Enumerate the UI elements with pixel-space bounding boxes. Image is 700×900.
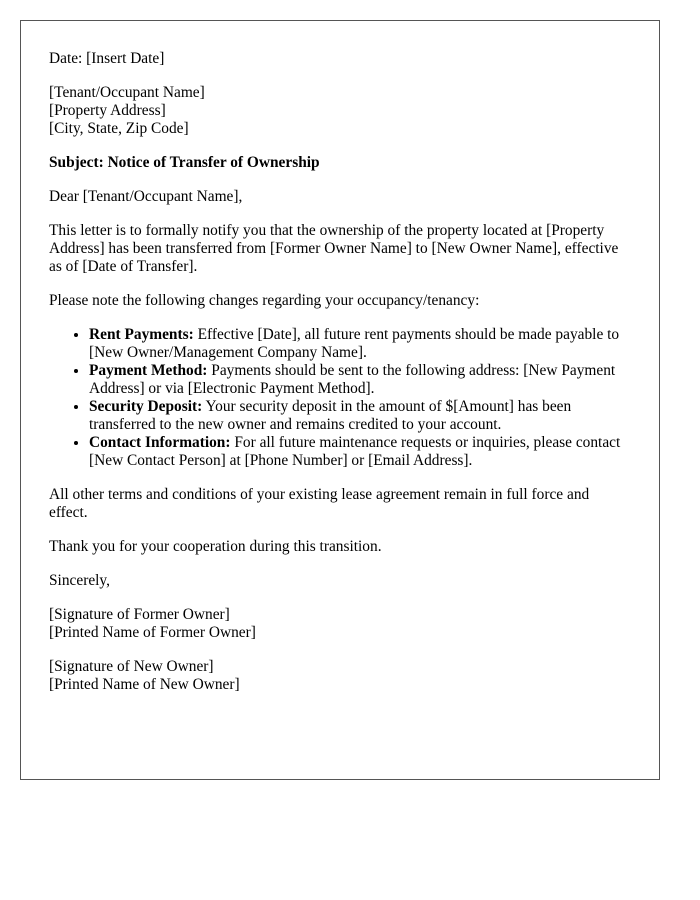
- change-term: Payment Method:: [89, 362, 208, 379]
- change-text: Effective [Date], all future rent payments should be made payable to [New Owner/Management Company Name].: [89, 326, 620, 361]
- recipient-name: [Tenant/Occupant Name]: [49, 84, 205, 101]
- closing: Sincerely,: [49, 572, 110, 589]
- new-owner-signature: [Signature of New Owner]: [49, 658, 214, 675]
- terms-note-paragraph: All other terms and conditions of your existing lease agreement remain in full force and effect.: [49, 486, 590, 521]
- intro-paragraph: This letter is to formally notify you that the ownership of the property located at [Property Address] has been transferred from [Former Owner Name] to [New Owner Name], effective as of [Date of Transfer].: [49, 222, 619, 275]
- list-item: [89, 398, 631, 434]
- recipient-block: [49, 84, 631, 138]
- former-owner-signature: [Signature of Former Owner]: [49, 606, 230, 623]
- former-owner-printed-name: [Printed Name of Former Owner]: [49, 624, 256, 641]
- change-term: Contact Information:: [89, 434, 231, 451]
- new-owner-printed-name: [Printed Name of New Owner]: [49, 676, 240, 693]
- change-text: Payments should be sent to the following address: [New Payment Address] or via [Electronic Payment Method].: [89, 362, 616, 397]
- letter-page: [20, 20, 660, 780]
- list-item: [89, 326, 631, 362]
- former-owner-signature-block: [49, 606, 631, 642]
- changes-intro: Please note the following changes regarding your occupancy/tenancy:: [49, 292, 480, 309]
- date-line: Date: [Insert Date]: [49, 50, 165, 67]
- change-term: Rent Payments:: [89, 326, 194, 343]
- new-owner-signature-block: [49, 658, 631, 694]
- recipient-city-state-zip: [City, State, Zip Code]: [49, 120, 189, 137]
- thanks-paragraph: Thank you for your cooperation during this transition.: [49, 538, 382, 555]
- changes-list: [49, 326, 631, 470]
- list-item: [89, 362, 631, 398]
- change-term: Security Deposit:: [89, 398, 203, 415]
- change-text: For all future maintenance requests or inquiries, please contact [New Contact Person] at [Phone Number] or [Email Address].: [89, 434, 621, 469]
- list-item: [89, 434, 631, 470]
- change-text: Your security deposit in the amount of $[Amount] has been transferred to the new owner and remains credited to your account.: [89, 398, 572, 433]
- salutation: Dear [Tenant/Occupant Name],: [49, 188, 243, 205]
- recipient-address: [Property Address]: [49, 102, 166, 119]
- subject-line: Subject: Notice of Transfer of Ownership: [49, 154, 320, 171]
